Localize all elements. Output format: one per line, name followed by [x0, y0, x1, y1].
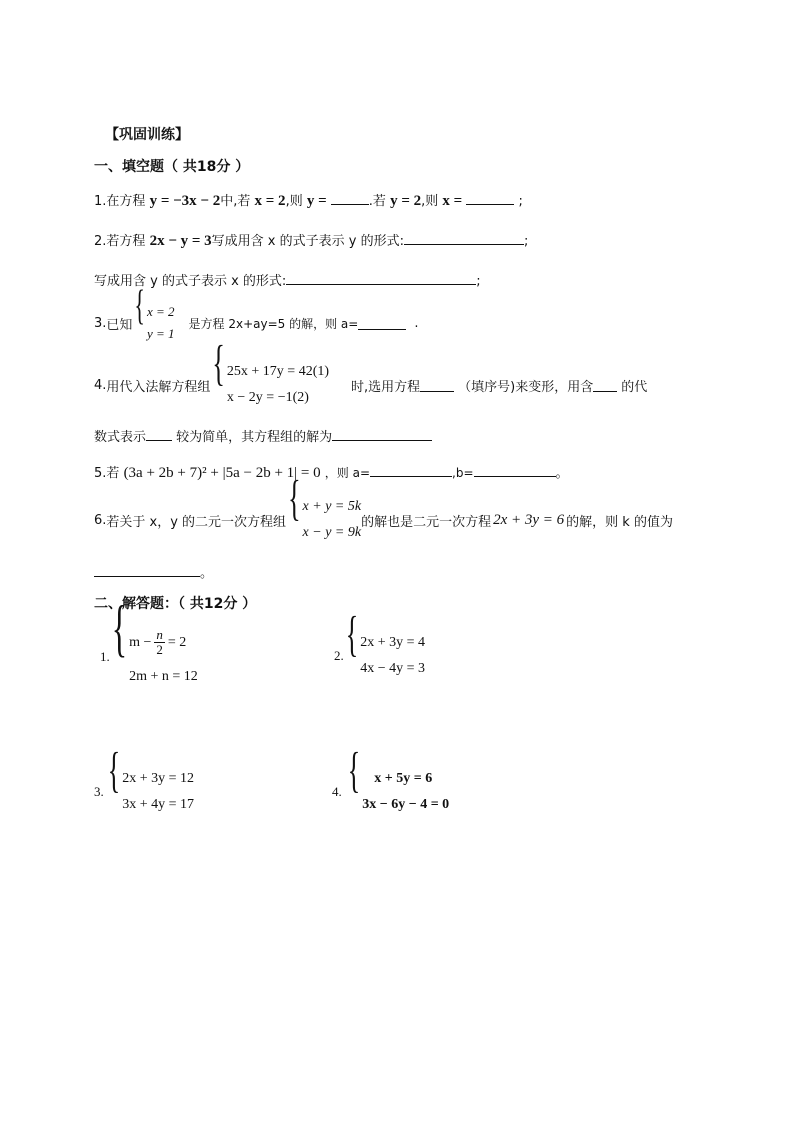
text: 是方程 2x+ay=5 的解，则 a= [188, 316, 359, 331]
system-line: 2x + 3y = 4 [360, 635, 426, 650]
text: 。 [555, 466, 569, 481]
problem-number: 3. [94, 784, 104, 799]
text: 的代 [621, 379, 648, 395]
question-5 [94, 462, 569, 482]
equation-system: { 2x + 3y = 12 3x + 4y = 17 [107, 742, 195, 812]
question-number: 4. [94, 377, 107, 393]
equation: y = −3x − 2 [149, 193, 221, 209]
text: 。 [200, 566, 214, 581]
equation-system: { 2x + 3y = 4 4x − 4y = 3 [345, 606, 426, 676]
question-number: 3. [94, 315, 107, 331]
question-2-line2 [94, 270, 481, 289]
text: 若关于 x，y 的二元一次方程组 [106, 514, 287, 530]
answer-blank[interactable] [370, 464, 452, 477]
text: ; [523, 234, 529, 249]
problem-number: 4. [332, 784, 342, 799]
text: ; [518, 194, 523, 209]
equation-system: { 25x + 17y = 42(1) x − 2y = −1(2) [212, 335, 330, 405]
text: 用代入法解方程组 [106, 379, 211, 395]
section1-title: 一、填空题（ 共18分 ） [94, 159, 250, 175]
question-number: 5. [94, 466, 107, 481]
question-2 [94, 230, 528, 250]
answer-blank[interactable] [146, 428, 172, 441]
equation: 2x − y = 3 [149, 233, 212, 249]
text: 的解，则 k 的值为 [566, 514, 673, 530]
question-number: 2. [94, 234, 107, 249]
fraction: $\frac{n}{2}$ [156, 627, 163, 657]
question-6-line2 [94, 562, 213, 581]
answer-blank[interactable] [420, 379, 454, 392]
system-line: x − y = 9k [302, 525, 362, 540]
system-line: x + 5y = 6 [374, 771, 433, 786]
equation-system: { m − $\frac{n}{2}$ = 2 2m + n = 12 [111, 591, 198, 684]
problem-4 [332, 742, 450, 814]
question-number: 1. [94, 194, 107, 209]
text: ,则 [285, 194, 303, 209]
answer-blank[interactable] [331, 192, 369, 205]
answer-blank[interactable] [286, 272, 476, 285]
text: （填序号)来变形，用含 [458, 379, 594, 395]
text: 写成用含 y 的式子表示 x 的形式: [94, 274, 287, 289]
problem-number: 2. [334, 648, 344, 663]
answer-blank[interactable] [94, 564, 200, 577]
unknown: y = [306, 193, 327, 209]
answer-blank[interactable] [474, 464, 556, 477]
system-line: 25x + 17y = 42(1) [226, 364, 330, 379]
condition: y = 2 [390, 193, 422, 209]
answer-blank[interactable] [358, 317, 406, 330]
text: 时,选用方程 [351, 379, 421, 395]
answer-blank[interactable] [404, 232, 524, 245]
text: .若 [368, 194, 386, 209]
text: ，则 a= [324, 466, 371, 480]
text: ,b= [452, 466, 474, 480]
system-line: x = 2 [146, 304, 175, 319]
system-line: m − $\frac{n}{2}$ = 2 [129, 627, 187, 657]
text: ,则 [421, 194, 439, 209]
unknown: x = [442, 193, 463, 209]
equation-system: { x + y = 5k x − y = 9k [288, 470, 362, 540]
section2-title: 二、解答题：（ 共12分 ） [94, 596, 257, 612]
expression: (3a + 2b + 7)² + |5a − 2b + 1| = 0 [123, 465, 321, 481]
answer-blank[interactable] [466, 192, 514, 205]
text: 在方程 [106, 194, 146, 209]
text: . [414, 315, 419, 331]
system-line: x − 2y = −1(2) [226, 390, 309, 405]
condition: x = 2 [254, 193, 286, 209]
text: 数式表示 [94, 430, 147, 445]
problem-number: 1. [100, 649, 110, 664]
question-4-line2 [94, 426, 432, 445]
text: ; [476, 274, 481, 289]
system-line: 2x + 3y = 12 [122, 771, 195, 786]
system-line: 3x + 4y = 17 [122, 797, 195, 812]
problem-2 [334, 606, 426, 678]
system-line: y = 1 [146, 326, 175, 341]
text: 的解也是二元一次方程 [361, 514, 492, 530]
text: 若 [106, 466, 120, 481]
question-4 [94, 335, 648, 407]
text: 写成用含 x 的式子表示 y 的形式: [211, 234, 404, 249]
system-line: x + y = 5k [302, 499, 362, 514]
text: 较为简单，其方程组的解为 [176, 430, 333, 445]
problem-3 [94, 742, 195, 814]
equation: 2x + 3y = 6 [493, 511, 565, 528]
answer-blank[interactable] [593, 379, 617, 392]
question-1 [94, 190, 523, 210]
system-line: 4x − 4y = 3 [360, 661, 426, 676]
equation-system: { x + 5y = 6 3x − 6y − 4 = 0 [347, 742, 450, 812]
system-line: 2m + n = 12 [129, 669, 198, 684]
equation-system: { x = 2 y = 1 [134, 281, 175, 341]
text: 若方程 [106, 234, 146, 249]
question-number: 6. [94, 512, 107, 528]
text: 中,若 [220, 194, 251, 209]
answer-blank[interactable] [332, 428, 432, 441]
text: 已知 [106, 317, 133, 333]
system-line: 3x − 6y − 4 = 0 [362, 797, 450, 812]
section-heading: 【巩固训练】 [105, 127, 189, 143]
